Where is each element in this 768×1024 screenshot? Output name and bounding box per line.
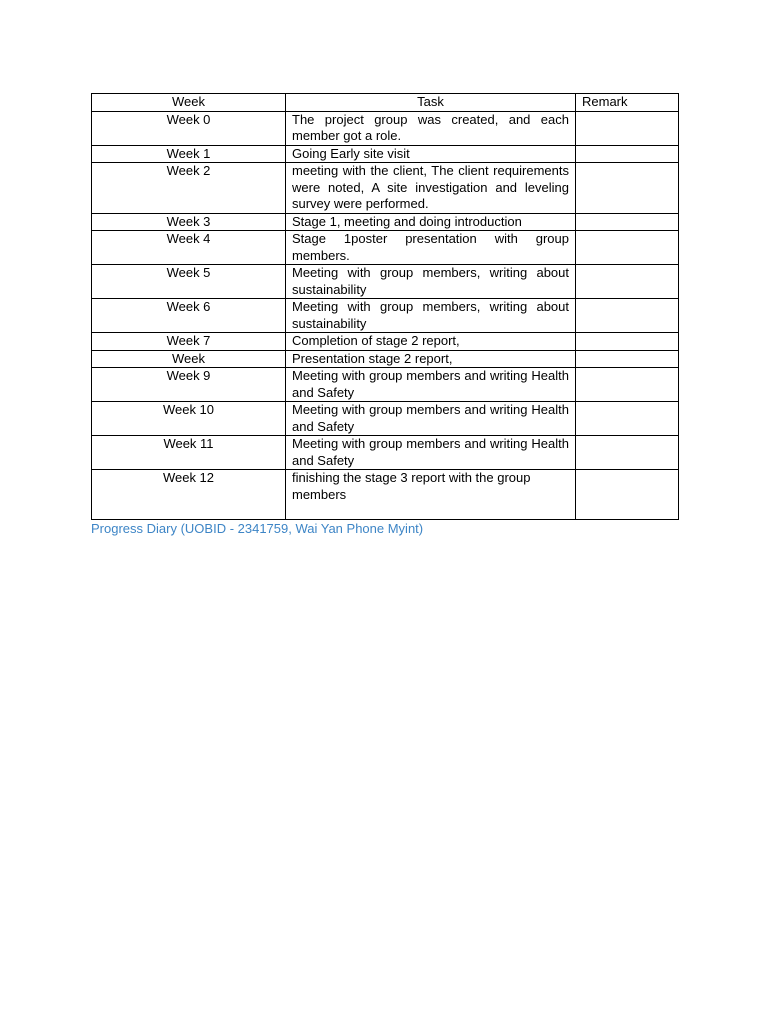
week-cell: Week 12 — [92, 470, 286, 520]
week-cell: Week 2 — [92, 163, 286, 214]
table-row — [92, 470, 679, 520]
remark-cell — [576, 213, 679, 231]
remark-cell — [576, 333, 679, 351]
remark-cell — [576, 231, 679, 265]
task-cell: Meeting with group members and writing Health and Safety — [286, 402, 576, 436]
table-row — [92, 436, 679, 470]
task-cell: Stage 1, meeting and doing introduction — [286, 213, 576, 231]
week-cell: Week 4 — [92, 231, 286, 265]
week-cell: Week 1 — [92, 145, 286, 163]
table-row — [92, 368, 679, 402]
remark-cell — [576, 163, 679, 214]
task-cell: Completion of stage 2 report, — [286, 333, 576, 351]
progress-diary-table — [91, 93, 679, 520]
week-cell: Week 7 — [92, 333, 286, 351]
table-row — [92, 299, 679, 333]
table-caption: Progress Diary (UOBID - 2341759, Wai Yan Phone Myint) — [91, 521, 424, 536]
remark-cell — [576, 299, 679, 333]
task-cell: Meeting with group members, writing about sustainability — [286, 265, 576, 299]
task-cell: Stage 1poster presentation with group members. — [286, 231, 576, 265]
header-task: Task — [286, 94, 576, 112]
table-row — [92, 111, 679, 145]
task-cell: Meeting with group members and writing Health and Safety — [286, 436, 576, 470]
remark-cell — [576, 436, 679, 470]
week-cell: Week 5 — [92, 265, 286, 299]
header-remark: Remark — [576, 94, 679, 112]
table-header-row — [92, 94, 679, 112]
remark-cell — [576, 470, 679, 520]
table-row — [92, 350, 679, 368]
task-cell: finishing the stage 3 report with the group members — [286, 470, 576, 520]
remark-cell — [576, 145, 679, 163]
week-cell: Week 10 — [92, 402, 286, 436]
table-row — [92, 333, 679, 351]
remark-cell — [576, 350, 679, 368]
task-cell: Presentation stage 2 report, — [286, 350, 576, 368]
week-cell: Week 0 — [92, 111, 286, 145]
task-cell: Going Early site visit — [286, 145, 576, 163]
table-row — [92, 213, 679, 231]
remark-cell — [576, 368, 679, 402]
task-cell: Meeting with group members, writing about sustainability — [286, 299, 576, 333]
remark-cell — [576, 111, 679, 145]
header-week: Week — [92, 94, 286, 112]
week-cell: Week 9 — [92, 368, 286, 402]
table-row — [92, 402, 679, 436]
table-row — [92, 231, 679, 265]
task-cell: Meeting with group members and writing Health and Safety — [286, 368, 576, 402]
table-row — [92, 265, 679, 299]
task-cell: meeting with the client, The client requirements were noted, A site investigation and leveling survey were performed. — [286, 163, 576, 214]
week-cell: Week 3 — [92, 213, 286, 231]
week-cell: Week 11 — [92, 436, 286, 470]
remark-cell — [576, 402, 679, 436]
table-row — [92, 145, 679, 163]
remark-cell — [576, 265, 679, 299]
table-row — [92, 163, 679, 214]
task-cell: The project group was created, and each member got a role. — [286, 111, 576, 145]
document-page — [91, 93, 678, 537]
week-cell: Week 6 — [92, 299, 286, 333]
week-cell: Week — [92, 350, 286, 368]
